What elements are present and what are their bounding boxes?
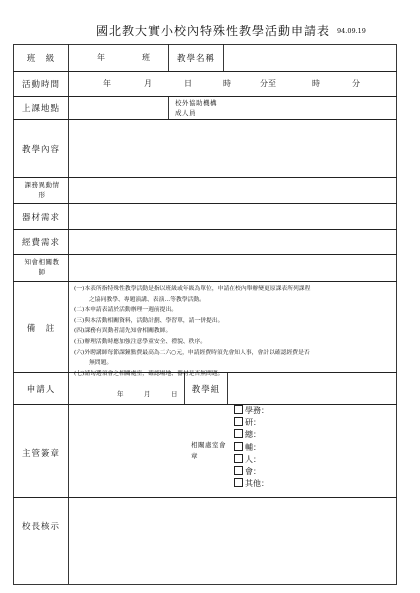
office-option[interactable] [234, 405, 269, 417]
office-option-label: 其他： [245, 479, 269, 489]
time-label: 活動時間 [21, 80, 60, 90]
principal-label: 校長核示 [21, 522, 60, 532]
time-hour-end: 時 [312, 79, 320, 88]
office-option[interactable] [234, 466, 269, 478]
checkbox[interactable] [234, 454, 243, 463]
office-option-label: 會： [245, 467, 261, 477]
location-label: 上課地點 [21, 104, 60, 114]
schedule-change-label: 課務異動情形 [24, 181, 60, 199]
notify-teachers-label: 知會相關教師 [24, 258, 60, 276]
content-label: 教學內容 [21, 145, 60, 155]
schedule-change-field[interactable] [72, 181, 392, 199]
office-option-label: 總： [245, 430, 261, 440]
office-option-label: 學務： [245, 406, 269, 415]
form-title: 國北教大實小校內特殊性教學活動申請表 [96, 24, 331, 38]
office-option-label: 輔： [245, 442, 261, 452]
note-6: (六)外聘講師每節課鐘點費最高為二六○元，申請經費時須先會知人事，會計以確認經費是否 [74, 349, 310, 356]
teaching-name-field[interactable] [228, 48, 392, 68]
supervisor-label: 主管簽章 [21, 449, 60, 459]
office-option-label: 人： [245, 454, 261, 464]
teaching-name-label: 教學名稱 [176, 54, 215, 64]
checkbox[interactable] [234, 466, 243, 475]
class-year-unit: 年 [97, 53, 105, 62]
checkbox[interactable] [234, 429, 243, 438]
applicant-day: 日 [171, 390, 178, 398]
note-7: (七)請勾選須會之相關處室，確認場地、器材是否無問題。 [74, 370, 224, 377]
related-office-label: 相關處室會章 [191, 441, 226, 460]
note-1-cont: 之協同教學、專題演講、表演…等教學活動。 [89, 296, 205, 303]
note-3: (三)與本活動相關資料，活動計劃、學習單，請一併提出。 [74, 317, 224, 324]
note-1: (一)本表所指特殊性教學活動是指以班級或年級為單位，申請在校內舉辦變更原課表所列課程 [74, 286, 311, 292]
office-option[interactable] [234, 417, 269, 429]
checkbox[interactable] [234, 478, 243, 487]
time-year: 年 [103, 79, 111, 88]
time-hour: 時 [223, 79, 231, 88]
time-day: 日 [184, 79, 192, 88]
supervisor-signature-field[interactable] [72, 408, 180, 494]
office-option[interactable] [234, 429, 269, 441]
equipment-label: 器材需求 [21, 213, 60, 223]
time-minute-end: 分 [352, 79, 360, 88]
funding-field[interactable] [72, 233, 392, 251]
form-date: 94.09.19 [337, 27, 366, 35]
office-checklist [234, 405, 269, 490]
class-label: 班 級 [26, 54, 56, 64]
office-option[interactable] [234, 478, 269, 490]
external-org-field[interactable] [228, 99, 392, 117]
location-field[interactable] [72, 99, 164, 117]
applicant-month: 月 [144, 390, 151, 398]
checkbox[interactable] [234, 405, 243, 414]
class-ban-unit: 班 [142, 53, 150, 62]
principal-approval-field[interactable] [72, 501, 392, 581]
notify-teachers-field[interactable] [72, 258, 392, 278]
funding-label: 經費需求 [21, 238, 60, 248]
office-option[interactable] [234, 442, 269, 454]
remarks-notes [74, 284, 394, 379]
time-month: 月 [144, 79, 152, 88]
applicant-year: 年 [117, 390, 124, 398]
office-option-label: 研： [245, 418, 261, 428]
content-field[interactable] [72, 123, 392, 173]
checkbox[interactable] [234, 442, 243, 451]
note-6-cont: 無問題。 [89, 360, 113, 367]
teaching-group-label: 教學組 [191, 385, 221, 395]
note-4: (四)課務有異動者請先知會相關教師。 [74, 328, 172, 335]
checkbox[interactable] [234, 417, 243, 426]
equipment-field[interactable] [72, 207, 392, 225]
note-5: (五)辦理活動時應加強注意學童安全、禮貌、秩序。 [74, 338, 207, 345]
office-option[interactable] [234, 454, 269, 466]
teaching-group-field[interactable] [231, 376, 391, 400]
external-org-label: 校外協助機構成人員 [175, 99, 217, 117]
time-minute-to: 分至 [260, 79, 276, 88]
note-2: (二)本申請表請於活動辦理一週前提出。 [74, 307, 178, 314]
remarks-label: 備 註 [26, 324, 56, 334]
applicant-label: 申請人 [26, 385, 56, 395]
